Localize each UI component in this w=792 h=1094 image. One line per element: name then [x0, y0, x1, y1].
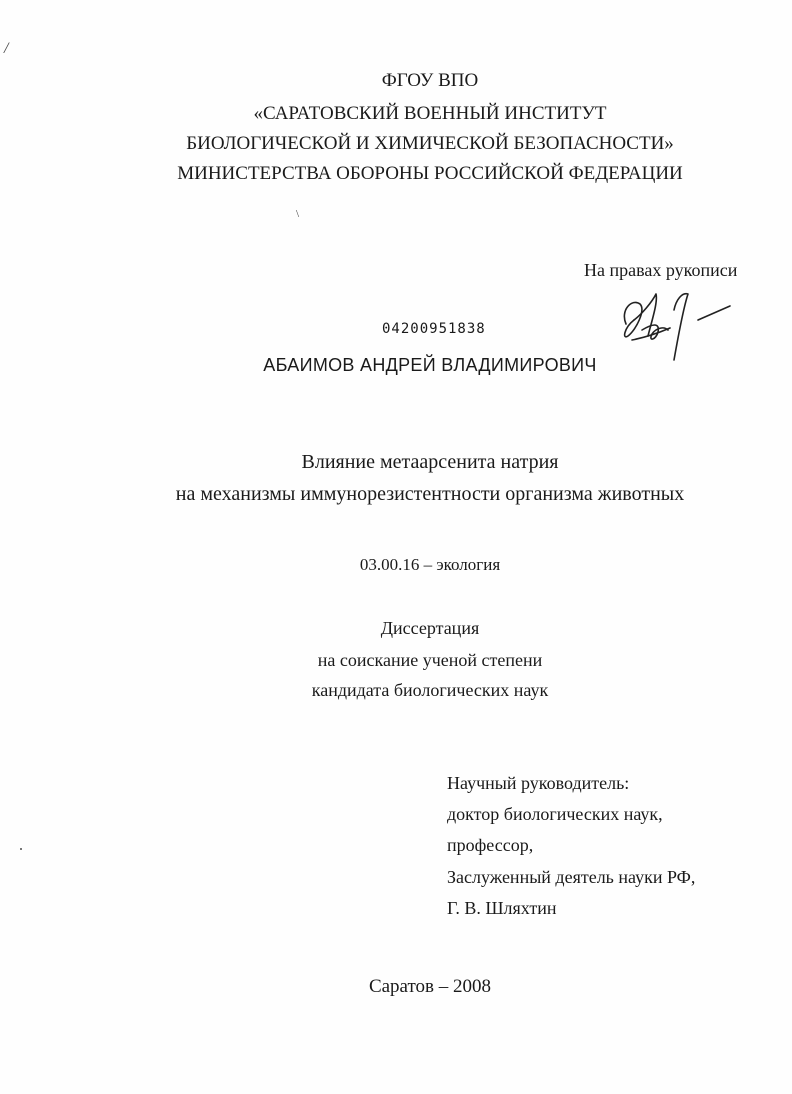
- dissertation-line-3: кандидата биологических наук: [311, 680, 549, 700]
- title-line-2: на механизмы иммунорезистентности организма животных: [175, 483, 685, 505]
- city-year: Саратов – 2008: [368, 976, 492, 997]
- specialty-code: 03.00.16 – экология: [359, 555, 501, 574]
- author-name: АБАИМОВ АНДРЕЙ ВЛАДИМИРОВИЧ: [263, 355, 597, 375]
- supervisor-degree: доктор биологических наук,: [447, 804, 663, 824]
- dot-mark: [20, 848, 22, 850]
- header-line-2: «САРАТОВСКИЙ ВОЕННЫЙ ИНСТИТУТ: [253, 103, 607, 124]
- supervisor-name: Г. В. Шляхтин: [447, 898, 557, 918]
- stray-mark: \: [296, 208, 300, 220]
- header-line-1: ФГОУ ВПО: [381, 70, 479, 91]
- catalog-number: 04200951838: [382, 321, 486, 337]
- dissertation-line-1: Диссертация: [380, 618, 480, 638]
- title-line-1: Влияние метаарсенита натрия: [301, 451, 559, 473]
- supervisor-rank: профессор,: [447, 835, 534, 855]
- corner-mark: /: [4, 40, 9, 57]
- header-line-3: БИОЛОГИЧЕСКОЙ И ХИМИЧЕСКОЙ БЕЗОПАСНОСТИ»: [186, 133, 674, 154]
- dissertation-line-2: на соискание ученой степени: [317, 650, 543, 670]
- manuscript-note: На правах рукописи: [584, 260, 738, 280]
- supervisor-label: Научный руководитель:: [447, 773, 630, 793]
- header-line-4: МИНИСТЕРСТВА ОБОРОНЫ РОССИЙСКОЙ ФЕДЕРАЦИИ: [177, 163, 683, 184]
- supervisor-title: Заслуженный деятель науки РФ,: [447, 867, 696, 887]
